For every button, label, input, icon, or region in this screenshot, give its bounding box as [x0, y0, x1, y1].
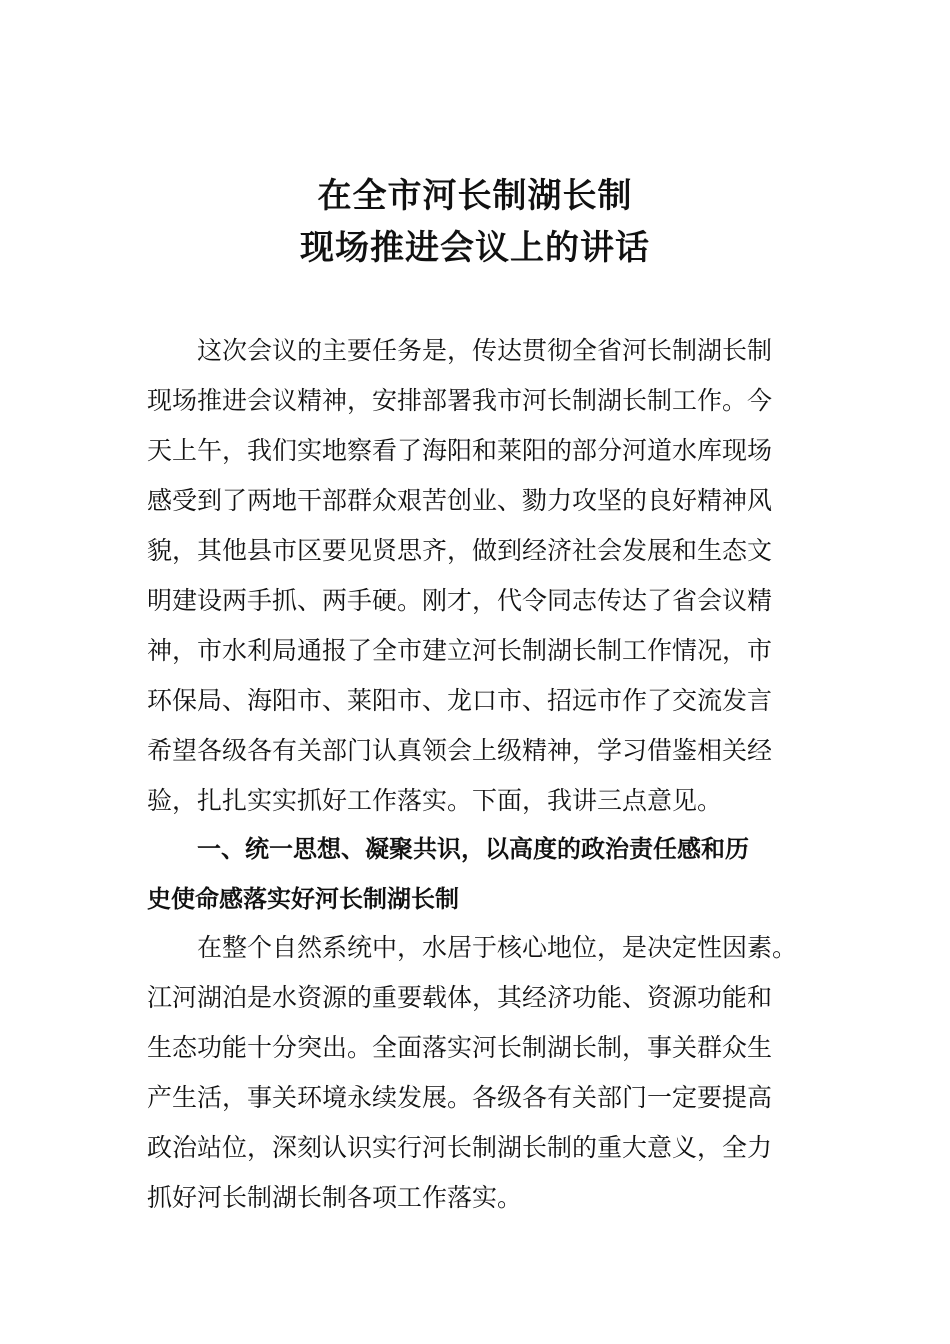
paragraph-1-line: 现场推进会议精神，安排部署我市河长制湖长制工作。今	[147, 386, 773, 415]
section-heading-1-line: 一、统一思想、凝聚共识，以高度的政治责任感和历	[197, 835, 749, 863]
paragraph-1-line: 天上午，我们实地察看了海阳和莱阳的部分河道水库现场	[147, 436, 773, 465]
paragraph-1-line: 验，扎扎实实抓好工作落实。下面，我讲三点意见。	[147, 786, 723, 815]
document-title-line-2: 现场推进会议上的讲话	[300, 228, 650, 268]
paragraph-1-line: 明建设两手抓、两手硬。刚才，代令同志传达了省会议精	[147, 586, 773, 615]
document-title-line-1: 在全市河长制湖长制	[317, 176, 633, 216]
paragraph-2-line: 政治站位，深刻认识实行河长制湖长制的重大意义，全力	[147, 1133, 773, 1162]
section-heading-1-line: 史使命感落实好河长制湖长制	[147, 885, 459, 913]
paragraph-2-line: 生态功能十分突出。全面落实河长制湖长制，事关群众生	[147, 1033, 773, 1062]
paragraph-2-line: 在整个自然系统中，水居于核心地位，是决定性因素。	[197, 933, 798, 962]
paragraph-2-line: 江河湖泊是水资源的重要载体，其经济功能、资源功能和	[147, 983, 773, 1012]
paragraph-1-line: 希望各级各有关部门认真领会上级精神，学习借鉴相关经	[147, 736, 773, 765]
paragraph-2-line: 抓好河长制湖长制各项工作落实。	[147, 1183, 523, 1212]
paragraph-1-line: 神，市水利局通报了全市建立河长制湖长制工作情况，市	[147, 636, 773, 665]
paragraph-1-line: 环保局、海阳市、莱阳市、龙口市、招远市作了交流发言	[147, 686, 773, 715]
paragraph-1-line: 貌，其他县市区要见贤思齐，做到经济社会发展和生态文	[147, 536, 773, 565]
paragraph-1-line: 感受到了两地干部群众艰苦创业、勠力攻坚的良好精神风	[147, 486, 773, 515]
paragraph-1-line: 这次会议的主要任务是，传达贯彻全省河长制湖长制	[197, 336, 773, 365]
paragraph-2-line: 产生活，事关环境永续发展。各级各有关部门一定要提高	[147, 1083, 773, 1112]
